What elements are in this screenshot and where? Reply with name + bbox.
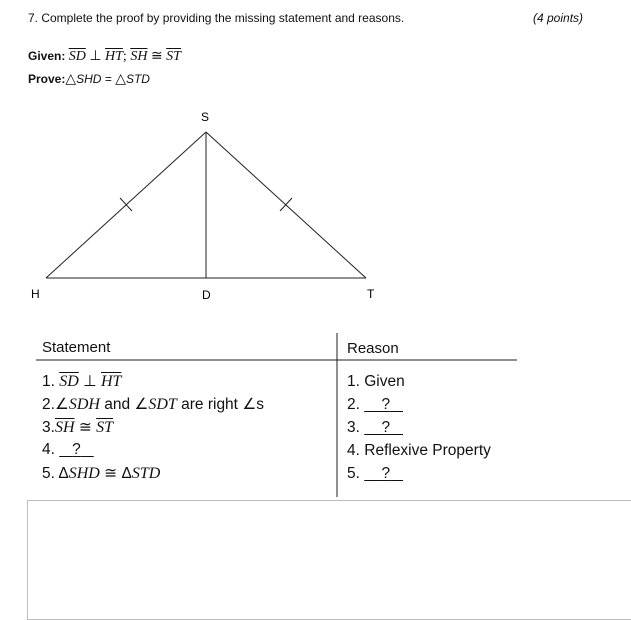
prove-triangle-shd: SHD: [76, 72, 102, 86]
blank-placeholder: ?: [72, 441, 81, 458]
segment-sd: $\overline{SD}$: [59, 373, 79, 390]
statement-4: [42, 441, 94, 459]
vertex-label-s: S: [201, 110, 210, 124]
reason-number: 2.: [347, 396, 360, 413]
statement-number: 5.: [42, 465, 55, 482]
reason-number: 4.: [347, 442, 360, 459]
angle-sdh: SDH: [68, 396, 100, 413]
congruent-symbol: ≅: [150, 49, 163, 64]
perpendicular-symbol: ⊥: [89, 49, 102, 64]
statement-header: Statement: [42, 339, 111, 356]
reason-header: Reason: [347, 340, 399, 357]
blank-placeholder: ?: [381, 396, 391, 413]
statement-number: 2.: [42, 396, 55, 413]
plural-suffix: s: [256, 396, 264, 413]
question-text: 7. Complete the proof by providing the missing statement and reasons.: [28, 11, 405, 25]
statement-number: 3.: [42, 419, 55, 436]
angle-icon: ∠: [134, 396, 149, 413]
given-segment-sd: $\overline{SD}$: [68, 49, 86, 64]
reason-number: 1.: [347, 373, 360, 390]
given-segment-st: $\overline{ST}$: [166, 49, 181, 64]
angle-sdt: SDT: [148, 396, 177, 413]
are-right-text: are right: [181, 396, 238, 413]
vertex-label-d: D: [202, 288, 211, 302]
congruent-symbol: ≅: [104, 465, 118, 482]
vertex-label-h: H: [31, 287, 40, 301]
statement-5: [42, 464, 160, 483]
answer-input-area[interactable]: [27, 500, 631, 620]
segment-st: $\overline{ST}$: [96, 419, 114, 436]
semicolon: ;: [122, 49, 127, 64]
triangle-std: STD: [131, 465, 161, 482]
angle-icon: ∠: [54, 396, 69, 413]
prove-label: Prove:: [28, 72, 66, 86]
triangle-icon: △: [65, 70, 77, 86]
statement-number: 4.: [42, 441, 55, 458]
reason-number: 5.: [347, 465, 360, 482]
given-segment-ht: $\overline{HT}$: [105, 49, 123, 64]
prove-triangle-std: STD: [125, 72, 150, 86]
reason-3: [347, 419, 403, 437]
reason-5: [347, 465, 403, 483]
perpendicular-symbol: ⊥: [83, 373, 97, 390]
reason-2-blank[interactable]: [364, 396, 403, 414]
reason-1: [347, 373, 405, 391]
reason-5-blank[interactable]: [364, 465, 403, 483]
reason-text: Reflexive Property: [364, 442, 491, 459]
segment-ht: $\overline{HT}$: [100, 373, 122, 390]
blank-placeholder: ?: [381, 419, 391, 436]
given-segment-sh: $\overline{SH}$: [130, 49, 148, 64]
reason-text: Given: [364, 373, 405, 390]
triangle-shd: SHD: [68, 465, 100, 482]
given-label: Given:: [28, 49, 66, 63]
triangle-icon: △: [115, 70, 126, 86]
equals-sign: =: [104, 72, 112, 86]
blank-placeholder: ?: [381, 465, 391, 482]
angle-icon: ∠: [242, 396, 257, 413]
segment-sh: $\overline{SH}$: [54, 419, 75, 436]
points-label: (4 points): [533, 11, 584, 25]
statement-1: [42, 372, 121, 391]
statement-2: [42, 395, 264, 414]
reason-2: [347, 396, 403, 414]
reason-number: 3.: [347, 419, 360, 436]
reason-4: [347, 442, 491, 460]
and-word: and: [104, 396, 131, 413]
statement-3: [42, 418, 113, 437]
vertex-label-t: T: [367, 287, 375, 301]
reason-3-blank[interactable]: [364, 419, 403, 437]
triangle-icon: Δ: [58, 465, 69, 482]
statement-number: 1.: [42, 373, 55, 390]
congruent-symbol: ≅: [78, 419, 92, 436]
triangle-icon: Δ: [121, 465, 132, 482]
statement-4-blank[interactable]: [59, 441, 93, 459]
